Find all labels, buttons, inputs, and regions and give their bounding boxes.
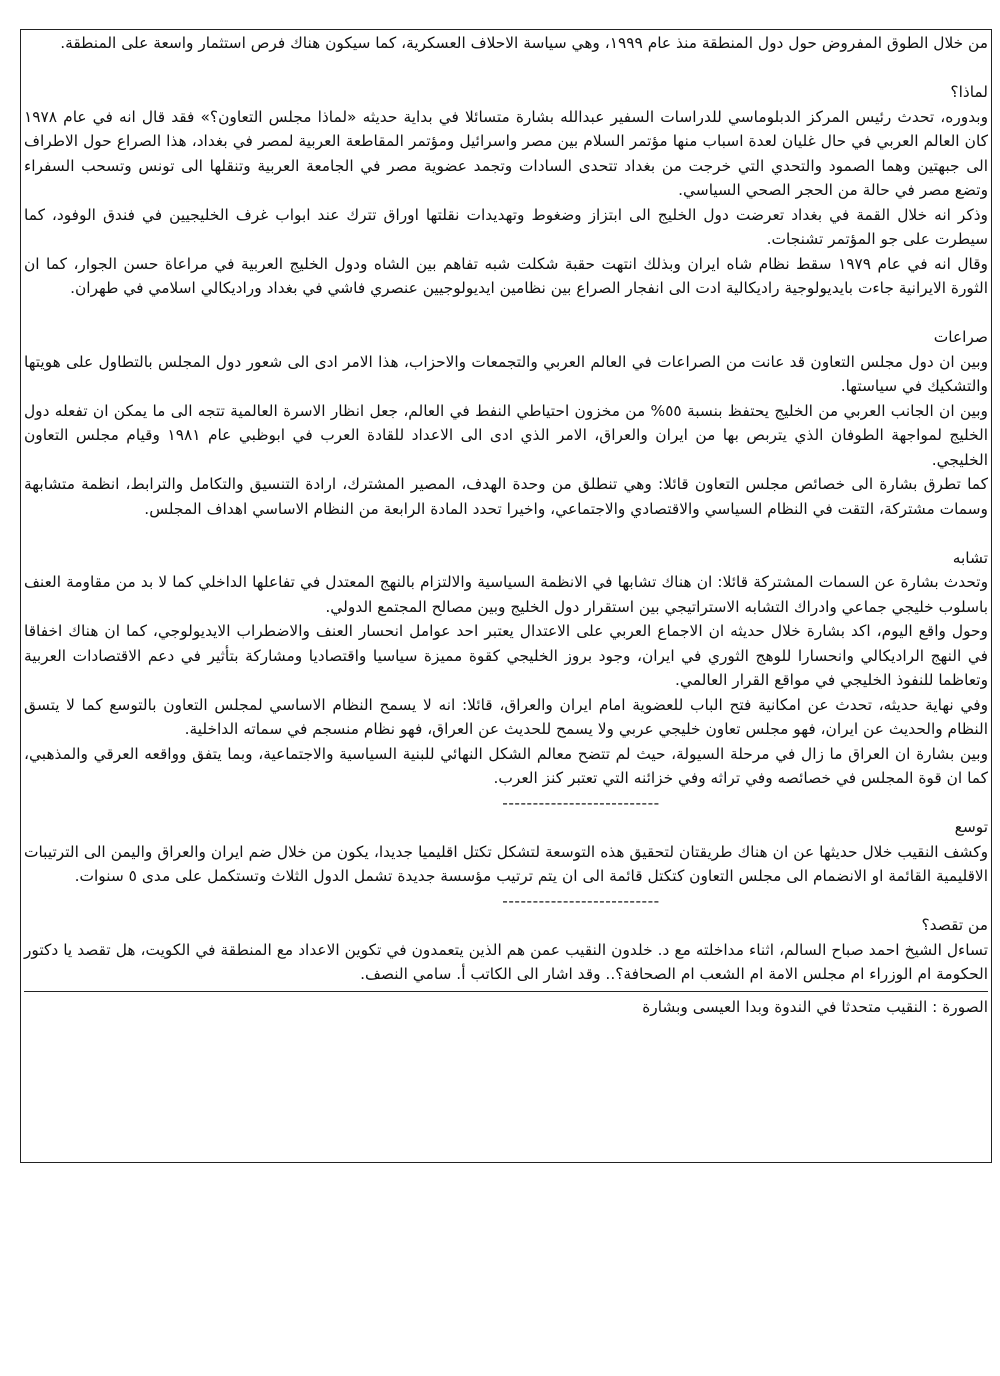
- section-heading-expansion: توسع: [954, 818, 988, 836]
- article-body: [24, 31, 988, 1019]
- paragraph: وذكر انه خلال القمة في بغداد تعرضت دول الخليج الى ابتزاز وضغوط وتهديدات نقلتها اوراق تترك عند ابواب غرف الخليجيين في فندق الوفود، كما سيطرت على جو المؤتمر تشنجات.: [24, 205, 988, 248]
- dashed-separator: --------------------------: [502, 793, 660, 812]
- section-heading-why: لماذا؟: [950, 83, 988, 101]
- paragraph: وكشف النقيب خلال حديثها عن ان هناك طريقتان لتحقيق هذه التوسعة لتشكل تكتل اقليميا جديدا، يكون من خلال ضم ايران والعراق واليمن الى الترتيبات الاقليمية القائمة او الانضمام الى مجلس التعاون كتكتل قائمة الى ان يتم ترتيب مؤسسة جديدة تشمل الدول الثلاث وتستكمل على مدى ٥ سنوات.: [24, 842, 988, 885]
- caption-divider: [24, 991, 988, 992]
- paragraph: وحول واقع اليوم، اكد بشارة خلال حديثه ان الاجماع العربي على الاعتدال يعتبر احد عوامل انحسار العنف والاضطراب الايديولوجي، كما ان هناك اخفاقا في النهج الراديكالي وانحسارا للوهج الثوري في ايران، وجود بروز الخليجي كقوة مميزة سياسيا واقتصاديا ومشاركة بتأثير في دعم الاقتصادات العربية وتعاظما للنفوذ الخليجي في مواقع القرار العالمي.: [24, 622, 988, 689]
- paragraph: وبين بشارة ان العراق ما زال في مرحلة السيولة، حيث لم تتضح معالم الشكل النهائي للبنية السياسية والاجتماعية، وبما يتفق وواقعه العرقي والمذهبي، كما ان قوة المجلس في خصائصه وفي تراثه وفي خزائنه التي تعتبر كنز العرب.: [24, 744, 988, 787]
- paragraph: وتحدث بشارة عن السمات المشتركة قائلا: ان هناك تشابها في الانظمة السياسية والالتزام بالنهج المعتدل في تفاعلها الداخلي كما لا بد من مقاومة العنف باسلوب خليجي جماعي وادراك التشابه الاستراتيجي بين استقرار دول الخليج وبين مصالح المجتمع الدولي.: [24, 573, 988, 616]
- section-heading-conflicts: صراعات: [933, 328, 988, 346]
- paragraph: وبين ان دول مجلس التعاون قد عانت من الصراعات في العالم العربي والتجمعات والاحزاب، هذا الامر ادى الى شعور دول المجلس بالتطاول على هويتها والتشكيك في سياستها.: [24, 352, 988, 395]
- paragraph: وبين ان الجانب العربي من الخليج يحتفظ بنسبة ٥٥% من مخزون احتياطي النفط في العالم، جعل انظار الاسرة العالمية تتجه الى ما يمكن ان تفعله دول الخليج لمواجهة الطوفان الذي يتربص بها من ايران والعراق، الامر الذي ادى الى الاعداد للقادة العرب في ابوظبي عام ١٩٨١ وقيام مجلس التعاون الخليجي.: [24, 401, 988, 469]
- paragraph: تساءل الشيخ احمد صباح السالم، اثناء مداخلته مع د. خلدون النقيب عمن هم الذين يتعمدون في تكوين الاعداد مع المنطقة في الكويت، هل تقصد يا دكتور الحكومة ام الوزراء ام مجلس الامة ام الشعب ام الصحافة؟.. وقد اشار الى الكاتب أ. سامي النصف.: [24, 940, 988, 983]
- paragraph: وفي نهاية حديثه، تحدث عن امكانية فتح الباب للعضوية امام ايران والعراق، قائلا: انه لا يسمح النظام الاساسي لمجلس التعاون بالتوسع كما لا يتسق النظام والحديث عن ايران، فهو مجلس تعاون خليجي عربي ولا يسمح للحديث عن العراق، فهو نظام منسجم في سماته الداخلية.: [24, 695, 988, 738]
- dashed-separator: --------------------------: [502, 891, 660, 910]
- section-heading-intent: من تقصد؟: [921, 916, 988, 934]
- paragraph: وبدوره، تحدث رئيس المركز الدبلوماسي للدراسات السفير عبدالله بشارة متسائلا في بداية حديثه «لماذا مجلس التعاون؟» فقد قال انه في عام ١٩٧٨ كان العالم العربي في حال غليان لعدة اسباب منها مؤتمر السلام بين مصر واسرائيل ومؤتمر المقاطعة العربية لمصر في بغداد، هذا الصراع حول الاطراف الى جبهتين وهما الصمود والتحدي التي خرجت من بغداد تتحدى السادات وتجمد عضوية مصر في الجامعة العربية وتنقلها الى تونس وتسحب السفراء وتضع مصر في حالة من الحجر الصحي السياسي.: [24, 107, 988, 199]
- paragraph: كما تطرق بشارة الى خصائص مجلس التعاون قائلا: وهي تنطلق من وحدة الهدف، المصير المشترك، ارادة التنسيق والتكامل والترابط، انظمة متشابهة وسمات مشتركة، التقت في النظام السياسي والاقتصادي والاجتماعي، واخيرا تحدد المادة الرابعة من النظام الاساسي اهداف المجلس.: [24, 475, 988, 518]
- intro-paragraph: من خلال الطوق المفروض حول دول المنطقة منذ عام ١٩٩٩، وهي سياسة الاحلاف العسكرية، كما سيكون هناك فرص استثمار واسعة على المنطقة.: [60, 34, 988, 52]
- paragraph: وقال انه في عام ١٩٧٩ سقط نظام شاه ايران وبذلك انتهت حقبة شكلت شبه تفاهم بين الشاه ودول الخليج العربية في مراعاة حسن الجوار، كما ان الثورة الايرانية جاءت بايديولوجية راديكالية ادت الى انفجار الصراع بين نظامين ايديولوجيين عنصري فاشي في بغداد وراديكالي اسلامي في طهران.: [24, 254, 988, 297]
- photo-caption: الصورة : النقيب متحدثا في الندوة وبدا العيسى وبشارة: [642, 997, 988, 1016]
- section-heading-similarity: تشابه: [952, 548, 988, 567]
